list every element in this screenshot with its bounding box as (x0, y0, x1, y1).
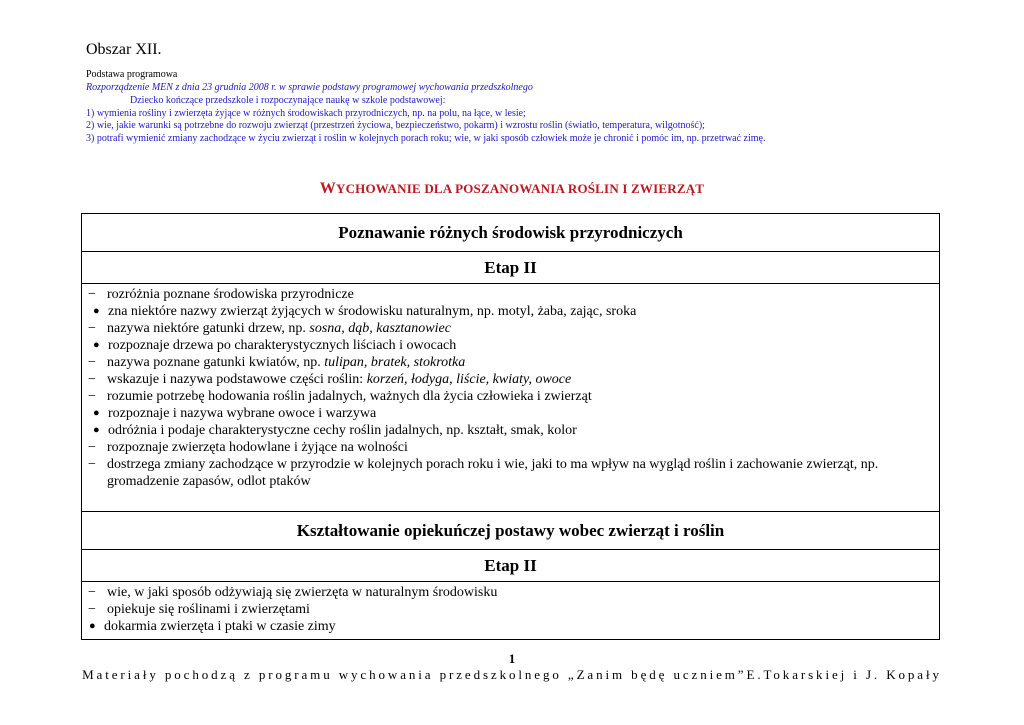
item-text: wie, w jaki sposób odżywiają się zwierzęta w naturalnym środowisku (107, 585, 498, 600)
content-table (81, 213, 940, 640)
item-text: rozpoznaje zwierzęta hodowlane i żyjące na wolności (107, 440, 408, 455)
dash-list-item (86, 320, 935, 337)
item-text: odróżnia i podaje charakterystyczne cechy roślin jadalnych, np. kształt, smak, kolor (108, 423, 577, 438)
bullet-list-item (86, 422, 935, 439)
bullet-list-item (86, 303, 935, 320)
dash-marker: − (88, 372, 96, 387)
goals-intro: Dziecko kończące przedszkole i rozpoczynające naukę w szkole podstawowej: (130, 95, 446, 106)
basis-label: Podstawa programowa (86, 69, 178, 80)
dash-marker: − (88, 440, 96, 455)
item-text: wskazuje i nazywa podstawowe części roślin: (107, 372, 367, 387)
item-text: zna niektóre nazwy zwierząt żyjących w środowisku naturalnym, np. motyl, żaba, zając, sroka (108, 304, 637, 319)
dash-list-item (86, 388, 935, 405)
item-examples: sosna, dąb, kasztanowiec (309, 321, 451, 336)
dash-list-item (86, 354, 935, 371)
main-title (0, 180, 1024, 198)
item-text: rozpoznaje i nazywa wybrane owoce i warzywa (108, 406, 377, 421)
skills-list (82, 582, 940, 640)
main-title-initial: W (319, 180, 336, 197)
stage-label: Etap II (82, 252, 940, 284)
dash-list-item (86, 601, 935, 618)
item-text: dostrzega zmiany zachodzące w przyrodzie w kolejnych porach roku i wie, jaki to ma wpływ na wygląd roślin i zachowanie zwierząt, np. gromadzenie zapasów, odlot ptaków (107, 457, 879, 489)
item-text: nazywa poznane gatunki kwiatów, np. (107, 355, 325, 370)
item-text: rozumie potrzebę hodowania roślin jadalnych, ważnych dla życia człowieka i zwierząt (107, 389, 592, 404)
item-text: dokarmia zwierzęta i ptaki w czasie zimy (104, 619, 336, 634)
regulation-reference: Rozporządzenie MEN z dnia 23 grudnia 2008 r. w sprawie podstawy programowej wychowania przedszkolnego (86, 82, 533, 93)
main-title-rest: YCHOWANIE DLA POSZANOWANIA ROŚLIN I ZWIERZĄT (336, 181, 705, 196)
item-examples: korzeń, łodyga, liście, kwiaty, owoce (366, 372, 572, 387)
stage-label: Etap II (82, 550, 940, 582)
dash-list-item (86, 371, 935, 388)
dash-marker: − (88, 602, 96, 617)
item-text: rozpoznaje drzewa po charakterystycznych liściach i owocach (108, 338, 457, 353)
dash-marker: − (88, 389, 96, 404)
dash-marker: − (88, 321, 96, 336)
bullet-dot-icon: ● (89, 620, 96, 632)
goal-item: 3) potrafi wymienić zmiany zachodzące w życiu zwierząt i roślin w kolejnych porach roku; wie, w jaki sposób człowiek może je chronić i pomóc im, np. przetrwać zimę. (86, 133, 766, 144)
dash-list-item (86, 439, 935, 456)
dash-marker: − (88, 457, 96, 472)
footer-source: Materiały pochodzą z programu wychowania przedszkolnego „Zanim będę uczniem”E.Tokarskiej i J. Kopały (82, 667, 942, 682)
dash-list-item (86, 286, 935, 303)
item-text: nazywa niektóre gatunki drzew, np. (107, 321, 310, 336)
goal-item: 2) wie, jakie warunki są potrzebne do rozwoju zwierząt (przestrzeń życiowa, bezpieczeństwo, pokarm) i wzrostu roślin (światło, temperatura, wilgotność); (86, 120, 705, 131)
item-text: rozróżnia poznane środowiska przyrodnicze (107, 287, 354, 302)
bullet-dot-icon: ● (93, 407, 100, 419)
item-examples: tulipan, bratek, stokrotka (324, 355, 466, 370)
bullet-list-item (86, 337, 935, 354)
area-title: Obszar XII. (86, 41, 162, 58)
bullet-list-item (86, 618, 935, 635)
dash-marker: − (88, 585, 96, 600)
dash-list-item (86, 584, 935, 601)
skills-list (82, 284, 940, 512)
section-title: Kształtowanie opiekuńczej postawy wobec zwierząt i roślin (82, 512, 940, 550)
page-number: 1 (508, 651, 516, 666)
dash-list-item (86, 456, 935, 490)
section-title: Poznawanie różnych środowisk przyrodniczych (82, 214, 940, 252)
dash-marker: − (88, 287, 96, 302)
bullet-dot-icon: ● (93, 339, 100, 351)
goal-item: 1) wymienia rośliny i zwierzęta żyjące w różnych środowiskach przyrodniczych, np. na polu, na łące, w lesie; (86, 108, 526, 119)
item-text: opiekuje się roślinami i zwierzętami (107, 602, 310, 617)
bullet-list-item (86, 405, 935, 422)
dash-marker: − (88, 355, 96, 370)
bullet-dot-icon: ● (93, 424, 100, 436)
bullet-dot-icon: ● (93, 305, 100, 317)
